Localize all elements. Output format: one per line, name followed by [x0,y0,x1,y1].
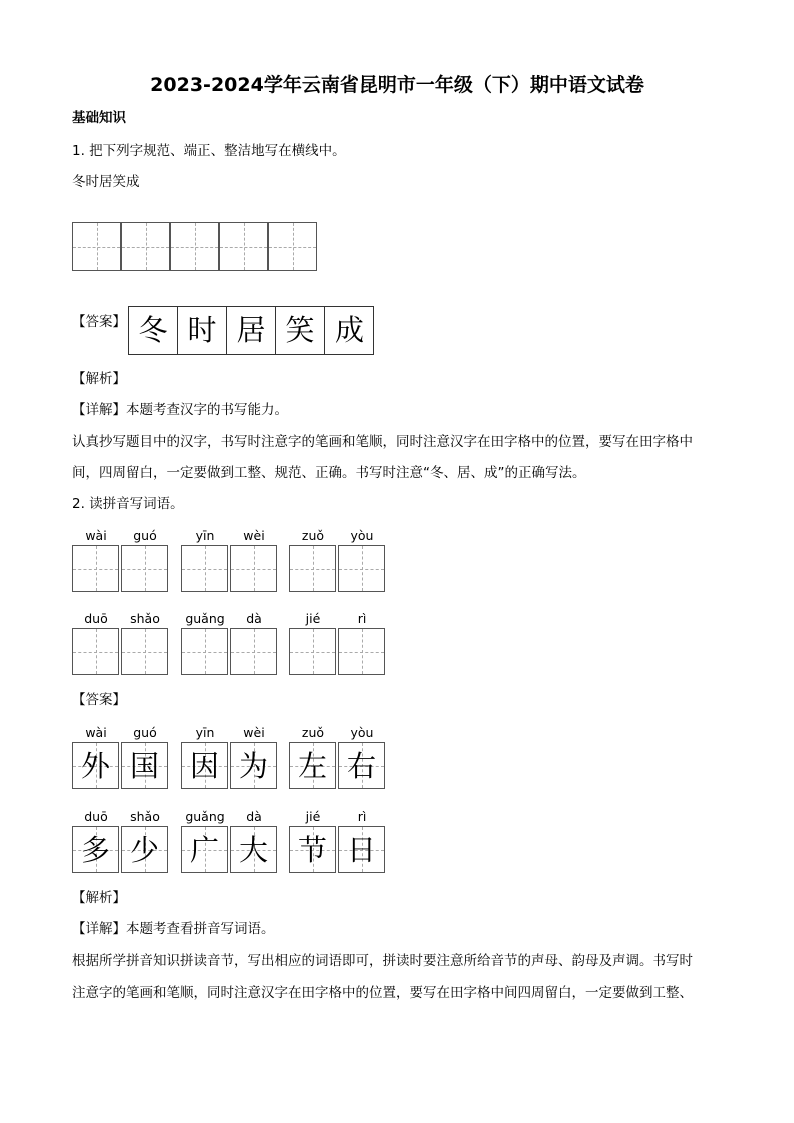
page-title: 2023-2024学年云南省昆明市一年级（下）期中语文试卷 [150,74,644,96]
tianzige-cell [121,826,168,873]
q1-explain-line2: 间，四周留白，一定要做到工整、规范、正确。书写时注意“冬、居、成”的正确写法。 [72,465,586,481]
tianzige-cell [72,742,119,789]
pinyin-label: wèi [243,528,265,543]
answer-char: 为 [238,749,268,783]
answer-cell [129,307,178,354]
tianzige-cell [338,628,385,675]
pinyin-label: dà [246,611,262,626]
pinyin-label: yīn [195,725,215,740]
pinyin-label: duō [84,809,108,824]
answer-char: 少 [129,833,159,867]
answer-char: 大 [238,833,268,867]
pinyin-label: dà [246,809,262,824]
pinyin-label: wèi [243,725,265,740]
answer-char: 因 [189,749,219,783]
answer-char: 多 [80,833,110,867]
answer-char: 右 [346,749,376,783]
tianzige-cell [268,222,317,271]
tianzige-cell [170,222,219,271]
tianzige-cell [121,545,168,592]
pinyin-label: zuǒ [301,725,325,740]
pinyin-label: jié [305,809,321,824]
q2-answer-label: 【答案】 [72,692,126,708]
pinyin-label: yīn [195,528,215,543]
tianzige-cell [289,628,336,675]
pinyin-label: yòu [350,725,374,740]
answer-char: 国 [129,749,159,783]
q1-explain-line1: 认真抄写题目中的汉字，书写时注意字的笔画和笔顺，同时注意汉字在田字格中的位置，要写在田字格中 [72,434,693,450]
pinyin-label: shǎo [130,611,160,626]
tianzige-cell [289,545,336,592]
pinyin-label: zuǒ [301,528,325,543]
tianzige-cell [230,742,277,789]
pinyin-label: rì [357,809,367,824]
q1-detail: 【详解】本题考查汉字的书写能力。 [72,402,288,418]
tianzige-cell [338,742,385,789]
q1-answer-label: 【答案】 [72,314,126,330]
answer-char: 左 [297,749,327,783]
pinyin-label: shǎo [130,809,160,824]
answer-char: 广 [189,833,219,867]
pinyin-label: guó [133,725,157,740]
tianzige-cell [181,545,228,592]
answer-cell [178,307,227,354]
tianzige-cell [72,628,119,675]
q1-prompt: 1. 把下列字规范、端正、整洁地写在横线中。 [72,143,346,159]
tianzige-cell [289,742,336,789]
q2-explain-line2: 注意字的笔画和笔顺，同时注意汉字在田字格中的位置，要写在田字格中间四周留白，一定要做到工整、 [72,985,693,1001]
tianzige-cell [72,545,119,592]
tianzige-cell [121,628,168,675]
q2-prompt: 2. 读拼音写词语。 [72,496,184,512]
q1-answer-box [128,306,374,355]
pinyin-label: rì [357,611,367,626]
pinyin-label: guǎng [185,611,225,626]
answer-char: 时 [187,313,217,347]
q1-analysis-label: 【解析】 [72,371,126,387]
answer-char: 冬 [138,313,168,347]
tianzige-cell [72,826,119,873]
pinyin-label: jié [305,611,321,626]
tianzige-cell [181,742,228,789]
tianzige-cell [230,826,277,873]
answer-char: 成 [334,313,364,347]
answer-char: 笑 [285,313,315,347]
q2-detail: 【详解】本题考查看拼音写词语。 [72,921,275,937]
tianzige-cell [230,545,277,592]
answer-char: 居 [236,313,266,347]
q1-chars: 冬时居笑成 [72,174,140,190]
answer-cell [276,307,325,354]
tianzige-cell [121,742,168,789]
tianzige-cell [338,545,385,592]
tianzige-cell [219,222,268,271]
answer-char: 日 [346,833,376,867]
pinyin-label: duō [84,611,108,626]
section-heading: 基础知识 [72,110,126,126]
tianzige-cell [181,826,228,873]
pinyin-label: wài [85,725,107,740]
answer-cell [227,307,276,354]
answer-cell [325,307,374,354]
pinyin-label: wài [85,528,107,543]
tianzige-cell [289,826,336,873]
answer-char: 节 [297,833,327,867]
pinyin-label: guǎng [185,809,225,824]
pinyin-label: yòu [350,528,374,543]
tianzige-cell [181,628,228,675]
tianzige-cell [230,628,277,675]
q2-explain-line1: 根据所学拼音知识拼读音节，写出相应的词语即可，拼读时要注意所给音节的声母、韵母及声调。书写时 [72,953,693,969]
tianzige-cell [338,826,385,873]
tianzige-cell [72,222,121,271]
q2-analysis-label: 【解析】 [72,890,126,906]
tianzige-cell [121,222,170,271]
pinyin-label: guó [133,528,157,543]
answer-char: 外 [80,749,110,783]
